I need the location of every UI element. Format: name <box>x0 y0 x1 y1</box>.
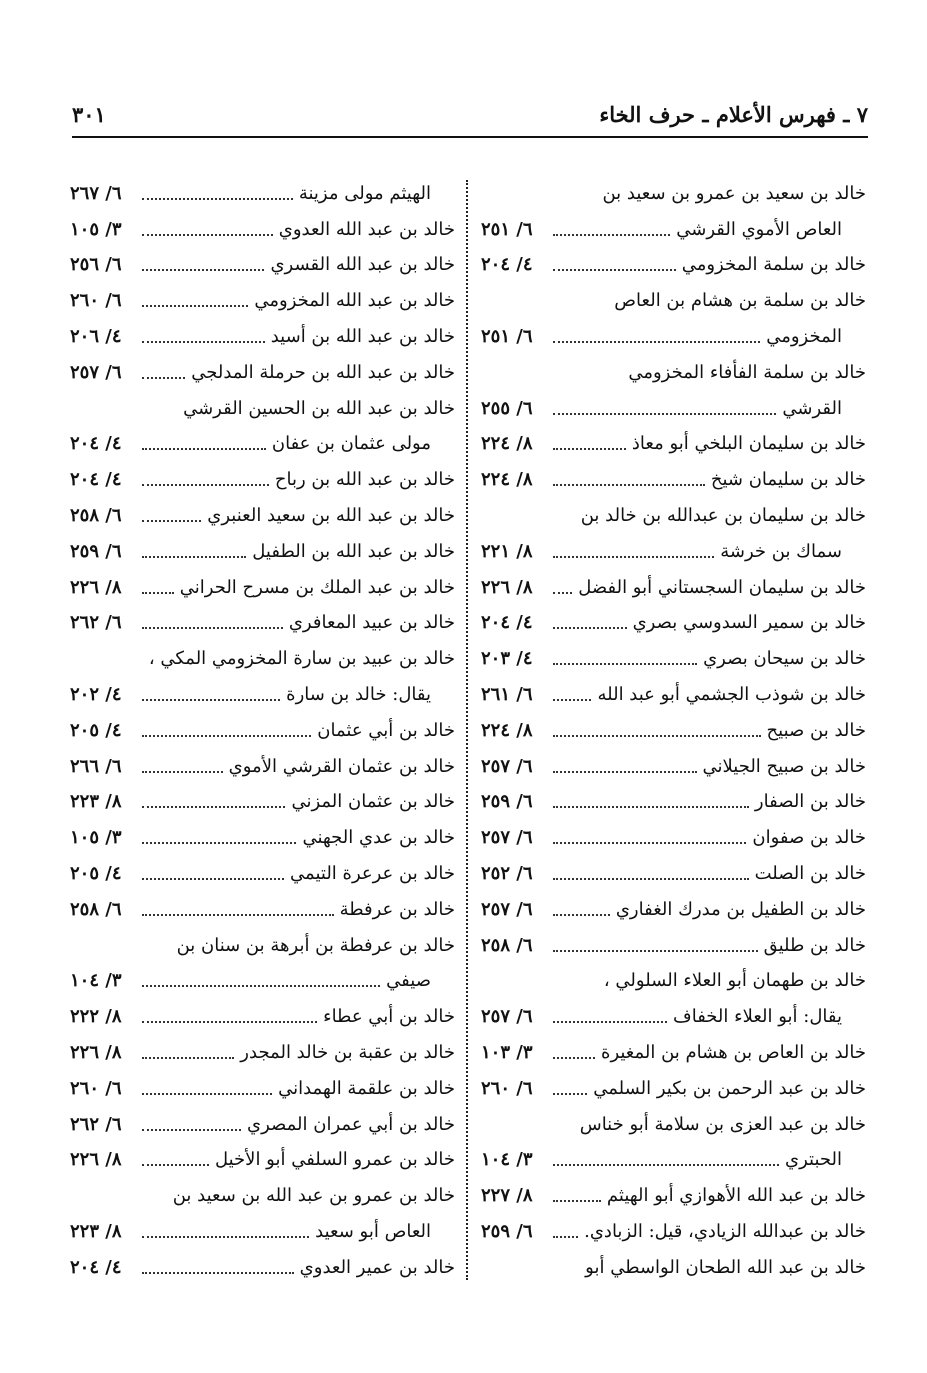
entry-name: خالد بن عبيد بن سارة المخزومي المكي ، <box>148 648 455 670</box>
page-number: ٣٠١ <box>72 101 106 127</box>
dot-leader <box>142 914 334 916</box>
index-entry <box>70 427 455 463</box>
index-entry <box>481 713 866 749</box>
index-entry <box>70 999 455 1035</box>
entry-name: خالد بن عرفطة <box>339 898 455 920</box>
entry-name: خالد بن عبد العزى بن سلامة أبو خناس <box>579 1113 866 1135</box>
index-entry <box>481 856 866 892</box>
entry-name: خالد بن عمرو بن عبد الله بن سعيد بن <box>172 1185 455 1207</box>
index-entry <box>70 1035 455 1071</box>
index-entry <box>481 1071 866 1107</box>
entry-reference: ٤/ ٢٠٦ <box>70 326 122 348</box>
index-entry <box>481 534 866 570</box>
dot-leader <box>553 806 749 808</box>
dot-leader <box>553 341 760 343</box>
entry-name: الهيثم مولى مزينة <box>298 182 431 204</box>
dot-leader <box>142 985 380 987</box>
dot-leader <box>142 1236 309 1238</box>
entry-reference: ٦/ ٢٦٠ <box>70 1077 122 1099</box>
dot-leader <box>553 735 761 737</box>
entry-reference: ٦/ ٢٥٧ <box>481 755 533 777</box>
entry-name: خالد بن الصفار <box>754 791 866 813</box>
index-entry <box>481 999 866 1035</box>
entry-reference: ٤/ ٢٠٤ <box>70 469 122 491</box>
entry-name: خالد بن سعيد بن عمرو بن سعيد بن <box>602 182 866 204</box>
index-entry <box>481 498 866 534</box>
dot-leader <box>553 771 697 773</box>
entry-name: خالد بن عرعرة التيمي <box>290 863 455 885</box>
entry-name: خالد بن عثمان المزني <box>291 791 455 813</box>
index-entry <box>70 1071 455 1107</box>
entry-name: خالد بن العاص بن هشام بن المغيرة <box>601 1042 866 1064</box>
dot-leader <box>142 341 265 343</box>
index-entry <box>70 785 455 821</box>
entry-reference: ٤/ ٢٠٤ <box>481 254 533 276</box>
dot-leader <box>142 269 264 271</box>
entry-name: خالد بن عدي الجهني <box>302 827 455 849</box>
entry-reference: ٨/ ٢٢٣ <box>70 1221 122 1242</box>
entry-name: خالد بن سليمان البلخي أبو معاذ <box>631 433 866 455</box>
index-entry <box>70 570 455 606</box>
entry-name: مولى عثمان بن عفان <box>271 433 431 455</box>
index-entry <box>70 606 455 642</box>
index-entry <box>70 1250 455 1286</box>
index-entry <box>481 427 866 463</box>
entry-name: خالد بن سلمة بن هشام بن العاص <box>614 290 866 312</box>
index-entry <box>70 176 455 212</box>
entry-reference: ٦/ ٢٥٩ <box>70 540 122 562</box>
entry-name: خالد بن عبد الله الأهوازي أبو الهيثم <box>606 1185 866 1207</box>
entry-name: خالد بن عبيد المعافري <box>288 612 455 634</box>
entry-reference: ٣/ ١٠٣ <box>481 1042 533 1064</box>
entry-reference: ٤/ ٢٠٥ <box>70 863 122 885</box>
entry-reference: ٨/ ٢٢٧ <box>481 1185 533 1207</box>
entry-reference: ٣/ ١٠٤ <box>70 970 122 992</box>
entry-name: خالد بن أبي عطاء <box>323 1006 455 1028</box>
entry-name: خالد بن عبد الله بن سعيد العنبري <box>207 505 455 527</box>
dot-leader <box>553 1236 578 1238</box>
entry-reference: ٦/ ٢٦٧ <box>70 182 122 204</box>
dot-leader <box>553 627 627 629</box>
index-entry <box>70 248 455 284</box>
entry-reference: ٦/ ٢٥٧ <box>481 827 533 849</box>
entry-name: المخزومي <box>766 326 842 348</box>
dot-leader <box>142 1272 294 1274</box>
index-entry <box>70 283 455 319</box>
index-entry <box>481 1107 866 1143</box>
index-entry <box>481 785 866 821</box>
entry-name: خالد بن أبي عثمان <box>317 719 455 741</box>
index-entry <box>70 319 455 355</box>
entry-reference: ٦/ ٢٦٢ <box>70 612 122 634</box>
index-entry <box>70 641 455 677</box>
index-entry <box>481 606 866 642</box>
entry-reference: ٦/ ٢٥٧ <box>481 898 533 920</box>
entry-name: القرشي <box>782 397 842 419</box>
index-entry <box>70 749 455 785</box>
index-entry <box>481 570 866 606</box>
dot-leader <box>142 1129 241 1131</box>
entry-name: خالد بن عبد الملك بن مسرح الحراني <box>179 576 455 598</box>
entry-reference: ٨/ ٢٢٦ <box>70 576 122 598</box>
column-divider <box>466 180 468 1280</box>
dot-leader <box>553 1200 601 1202</box>
entry-name: خالد بن عبد الله الطحان الواسطي أبو <box>585 1256 866 1278</box>
index-entry <box>481 1214 866 1250</box>
entry-reference: ٣/ ١٠٤ <box>481 1149 533 1171</box>
index-entry <box>481 1143 866 1179</box>
index-entry <box>70 1107 455 1143</box>
left-index-column <box>70 176 455 1286</box>
index-entry <box>70 1214 455 1250</box>
dot-leader <box>553 1021 667 1023</box>
index-entry <box>481 749 866 785</box>
entry-name: خالد بن عمير العدوي <box>299 1256 455 1278</box>
entry-name: خالد بن عبدالله الزيادي، قيل: الزبادي. <box>584 1221 866 1242</box>
entry-reference: ٦/ ٢٦٠ <box>70 290 122 312</box>
dot-leader <box>142 1021 317 1023</box>
index-entry <box>481 283 866 319</box>
dot-leader <box>553 663 697 665</box>
index-entry <box>70 928 455 964</box>
dot-leader <box>142 1164 209 1166</box>
index-entry <box>481 391 866 427</box>
running-title: ٧ ـ فهرس الأعلام ـ حرف الخاء <box>599 101 868 127</box>
dot-leader <box>142 735 311 737</box>
entry-name: خالد بن عبد الله بن الحسين القرشي <box>183 397 455 419</box>
index-entry <box>70 964 455 1000</box>
dot-leader <box>553 950 758 952</box>
entry-name: الحبتري <box>785 1149 842 1171</box>
dot-leader <box>142 377 185 379</box>
dot-leader <box>553 592 572 594</box>
entry-reference: ٦/ ٢٥٢ <box>481 863 533 885</box>
dot-leader <box>142 520 201 522</box>
dot-leader <box>553 914 610 916</box>
index-entry <box>481 892 866 928</box>
dot-leader <box>142 1093 272 1095</box>
entry-reference: ٣/ ١٠٥ <box>70 827 122 849</box>
index-entry <box>481 820 866 856</box>
dot-leader <box>553 699 591 701</box>
dot-leader <box>553 1164 779 1166</box>
index-entry <box>70 498 455 534</box>
entry-name: خالد بن سليمان بن عبدالله بن خالد بن <box>580 505 866 527</box>
entry-reference: ٨/ ٢٢٤ <box>481 719 533 741</box>
entry-name: خالد بن عثمان القرشي الأموي <box>228 755 455 777</box>
entry-reference: ٦/ ٢٦١ <box>481 684 533 706</box>
dot-leader <box>553 1093 587 1095</box>
entry-reference: ٤/ ٢٠٥ <box>70 719 122 741</box>
dot-leader <box>142 305 248 307</box>
entry-name: خالد بن عبد الله القسري <box>270 254 455 276</box>
dot-leader <box>553 234 670 236</box>
entry-reference: ٤/ ٢٠٤ <box>70 433 122 455</box>
entry-reference: ٦/ ٢٥٥ <box>481 397 533 419</box>
entry-reference: ٤/ ٢٠٤ <box>70 1256 122 1278</box>
entry-reference: ٤/ ٢٠٣ <box>481 648 533 670</box>
dot-leader <box>142 592 174 594</box>
entry-reference: ٨/ ٢٢٤ <box>481 469 533 491</box>
dot-leader <box>553 448 626 450</box>
entry-name: صيفي <box>386 970 431 992</box>
entry-name: العاص الأموي القرشي <box>676 218 842 240</box>
entry-name: خالد بن سمير السدوسي بصري <box>632 612 866 634</box>
dot-leader <box>142 842 296 844</box>
entry-name: العاص أبو سعيد <box>315 1221 431 1242</box>
entry-name: خالد بن عبد الرحمن بن بكير السلمي <box>593 1077 866 1099</box>
entry-name: خالد بن سليمان السجستاني أبو الفضل <box>578 576 866 598</box>
index-entry <box>481 319 866 355</box>
index-entry <box>70 1143 455 1179</box>
dot-leader <box>142 806 285 808</box>
dot-leader <box>553 413 776 415</box>
entry-name: خالد بن عبد الله بن الطفيل <box>252 540 455 562</box>
entry-name: خالد بن أبي عمران المصري <box>247 1113 455 1135</box>
entry-name: خالد بن سليمان شيخ <box>710 469 866 491</box>
entry-reference: ٤/ ٢٠٢ <box>70 684 122 706</box>
index-entry <box>70 1178 455 1214</box>
entry-reference: ٨/ ٢٢١ <box>481 540 533 562</box>
dot-leader <box>553 269 676 271</box>
dot-leader <box>142 556 246 558</box>
index-entry <box>70 856 455 892</box>
entry-name: يقال: خالد بن سارة <box>286 684 431 706</box>
index-entry <box>70 391 455 427</box>
index-entry <box>481 964 866 1000</box>
entry-reference: ٨/ ٢٢٦ <box>70 1149 122 1171</box>
entry-name: سماك بن خرشة <box>720 540 842 562</box>
entry-name: خالد بن سلمة المخزومي <box>681 254 866 276</box>
dot-leader <box>553 1057 595 1059</box>
index-entry <box>70 212 455 248</box>
entry-name: خالد بن الصلت <box>754 863 866 885</box>
dot-leader <box>142 484 269 486</box>
entry-reference: ٦/ ٢٦٠ <box>481 1077 533 1099</box>
entry-name: خالد بن سيحان بصري <box>703 648 866 670</box>
entry-reference: ٨/ ٢٢٦ <box>481 576 533 598</box>
entry-name: خالد بن طهمان أبو العلاء السلولي ، <box>603 970 866 992</box>
entry-reference: ٦/ ٢٥٧ <box>70 361 122 383</box>
entry-name: خالد بن عبد الله بن أسيد <box>270 326 455 348</box>
entry-reference: ٦/ ٢٥٨ <box>70 898 122 920</box>
index-entry <box>481 1035 866 1071</box>
index-entry <box>481 176 866 212</box>
entry-name: خالد بن عمرو السلفي أبو الأخيل <box>214 1149 455 1171</box>
entry-reference: ٦/ ٢٥٦ <box>70 254 122 276</box>
index-entry <box>70 462 455 498</box>
page-header <box>72 92 868 138</box>
entry-name: خالد بن الطفيل بن مدرك الغفاري <box>615 898 866 920</box>
index-entry <box>481 462 866 498</box>
index-entry <box>70 534 455 570</box>
entry-name: خالد بن سلمة الفأفاء المخزومي <box>628 361 866 383</box>
entry-reference: ٦/ ٢٥١ <box>481 326 533 348</box>
entry-reference: ٦/ ٢٥٨ <box>481 934 533 956</box>
dot-leader <box>142 699 280 701</box>
entry-reference: ٦/ ٢٥٧ <box>481 1006 533 1028</box>
dot-leader <box>553 842 746 844</box>
index-entry <box>481 1178 866 1214</box>
entry-reference: ٣/ ١٠٥ <box>70 218 122 240</box>
index-entry <box>70 355 455 391</box>
entry-name: خالد بن صفوان <box>752 827 866 849</box>
index-entry <box>70 677 455 713</box>
entry-reference: ٨/ ٢٢٣ <box>70 791 122 813</box>
index-entry <box>481 355 866 391</box>
entry-reference: ٤/ ٢٠٤ <box>481 612 533 634</box>
index-entry <box>481 641 866 677</box>
entry-name: خالد بن عبد الله بن رباح <box>274 469 455 491</box>
dot-leader <box>142 771 223 773</box>
entry-name: خالد بن شوذب الجشمي أبو عبد الله <box>597 684 866 706</box>
entry-reference: ٦/ ٢٥١ <box>481 218 533 240</box>
dot-leader <box>142 234 273 236</box>
dot-leader <box>142 198 293 200</box>
entry-name: يقال: أبو العلاء الخفاف <box>673 1006 842 1028</box>
index-entry <box>70 713 455 749</box>
index-entry <box>481 1250 866 1286</box>
dot-leader <box>553 484 705 486</box>
entry-reference: ٦/ ٢٥٩ <box>481 791 533 813</box>
entry-name: خالد بن عقبة بن خالد المجدر <box>240 1042 455 1064</box>
index-entry <box>481 212 866 248</box>
entry-name: خالد بن صبيح الجيلاني <box>702 755 866 777</box>
dot-leader <box>553 878 749 880</box>
dot-leader <box>553 556 714 558</box>
index-entry <box>70 820 455 856</box>
dot-leader <box>142 1057 234 1059</box>
entry-reference: ٦/ ٢٦٢ <box>70 1113 122 1135</box>
entry-reference: ٦/ ٢٦٦ <box>70 755 122 777</box>
index-entry <box>481 677 866 713</box>
entry-name: خالد بن طليق <box>763 934 866 956</box>
dot-leader <box>142 627 283 629</box>
dot-leader <box>142 878 284 880</box>
right-index-column <box>481 176 866 1286</box>
entry-name: خالد بن عبد الله العدوي <box>278 218 455 240</box>
index-entry <box>481 928 866 964</box>
entry-reference: ٨/ ٢٢٤ <box>481 433 533 455</box>
entry-name: خالد بن عبد الله المخزومي <box>254 290 455 312</box>
index-entry <box>70 892 455 928</box>
entry-name: خالد بن علقمة الهمداني <box>278 1077 455 1099</box>
entry-reference: ٦/ ٢٥٨ <box>70 505 122 527</box>
entry-reference: ٨/ ٢٢٢ <box>70 1006 122 1028</box>
entry-name: خالد بن عرفطة بن أبرهة بن سنان بن <box>176 934 455 956</box>
entry-name: خالد بن عبد الله بن حرملة المدلجي <box>191 361 455 383</box>
entry-name: خالد بن صبيح <box>766 719 866 741</box>
entry-reference: ٦/ ٢٥٩ <box>481 1221 533 1242</box>
index-entry <box>481 248 866 284</box>
entry-reference: ٨/ ٢٢٦ <box>70 1042 122 1064</box>
dot-leader <box>142 448 266 450</box>
